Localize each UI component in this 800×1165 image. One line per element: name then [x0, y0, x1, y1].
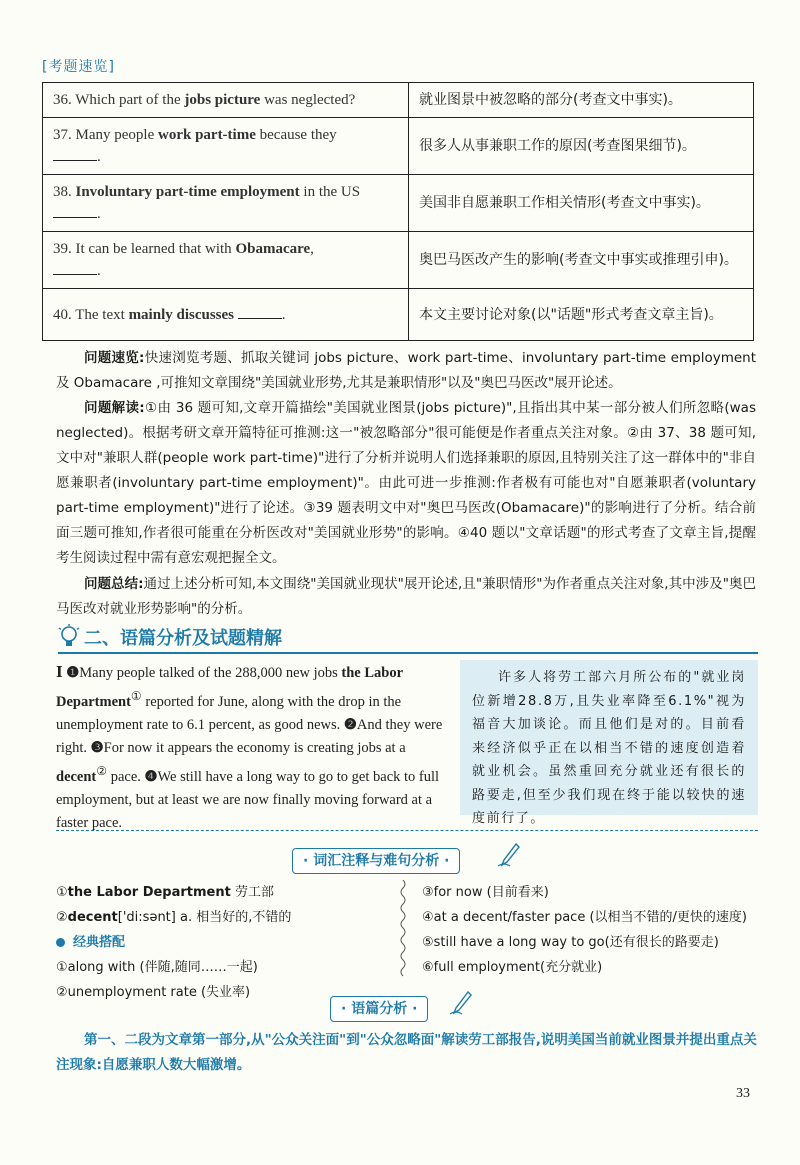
- english-passage: [56, 660, 448, 835]
- summary-text: 通过上述分析可知,本文围绕"美国就业现状"展开论述,且"兼职情形"为作者重点关注对象,其中涉及"奥巴马医改对就业形势影响"的分析。: [56, 576, 756, 617]
- vocab-heading: · 词汇注释与难句分析 ·: [292, 848, 460, 874]
- question-number: 36.: [53, 92, 72, 108]
- question-text: .: [97, 149, 101, 165]
- vocab-term: decent: [56, 768, 97, 785]
- question-cell: [43, 175, 409, 232]
- analysis-cell: [409, 289, 754, 341]
- vocab-text: ['di:sənt] a. 相当好的,不错的: [117, 910, 292, 925]
- sentence-text: We still have a long way to go to get back to full employment, but at least we are now finally moving forward at a faster pace.: [56, 768, 440, 831]
- question-text: .: [97, 206, 101, 222]
- speed-read-paragraph: [56, 346, 756, 396]
- question-text: The text: [75, 306, 129, 323]
- question-row: [43, 289, 754, 341]
- question-text: because they: [255, 127, 337, 143]
- question-row: [43, 232, 754, 289]
- paragraph-roman-numeral: I: [56, 662, 63, 681]
- collocation-entry: ②unemployment rate (失业率): [56, 985, 251, 1000]
- question-cell: [43, 289, 409, 341]
- sentence-number: ❶: [66, 665, 80, 681]
- answer-blank: [53, 205, 97, 218]
- question-text: Many people: [75, 127, 158, 143]
- question-keyword: jobs picture: [184, 92, 261, 108]
- collocation-entry: ⑥full employment(充分就业): [422, 960, 603, 975]
- discourse-analysis-text: 第一、二段为文章第一部分,从"公众关注面"到"公众忽略面"解读劳工部报告,说明美国当前就业图景并提出重点关注现象:自愿兼职人数大幅激增。: [56, 1032, 757, 1073]
- question-cell: [43, 232, 409, 289]
- vocab-num: ①: [56, 885, 68, 900]
- question-cell: [43, 83, 409, 118]
- sentence-text: pace.: [107, 768, 141, 785]
- collocation-title: 经典搭配: [73, 935, 126, 950]
- pen-icon: [448, 990, 472, 1016]
- section-tag: [考题速览]: [42, 59, 115, 75]
- vocab-term: the Labor Department: [56, 665, 403, 710]
- summary-paragraph: [56, 572, 756, 622]
- vocab-text: 劳工部: [230, 885, 274, 900]
- question-text: .: [97, 263, 101, 279]
- section-title: 二、语篇分析及试题精解: [84, 628, 282, 649]
- vocab-entry: [56, 880, 386, 905]
- analysis-cell: [409, 175, 754, 232]
- speed-read-text: 快速浏览考题、抓取关键词 jobs picture、work part-time、involuntary part-time employment 及 Obamacare ,可推知文章围绕"美国就业形势,尤其是兼职情形"以及"奥巴马医改"展开论述。: [56, 350, 756, 391]
- question-text: Which part of the: [75, 92, 185, 108]
- collocation-heading: [56, 930, 386, 955]
- vocab-notes-right: [422, 880, 762, 980]
- collocation-entry: ③for now (目前看来): [422, 885, 549, 900]
- footnote-marker: ①: [130, 689, 142, 703]
- question-keyword: work part-time: [157, 127, 256, 143]
- analysis-cell: [409, 118, 754, 175]
- question-keyword: Obamacare: [235, 241, 311, 257]
- sentence-number: ❷: [343, 716, 357, 733]
- question-analysis: 就业图景中被忽略的部分(考查文中事实)。: [419, 92, 682, 108]
- interpretation-text: ①由 36 题可知,文章开篇描绘"美国就业图景(jobs picture)",且指出其中某一部分被人们所忽略(was neglected)。根据考研文章开篇特征可推测:这一"被忽略部分"很可能便是作者重点关注对象。②由 37、38 题可知,文中对"兼职人群(people work part-time)"进行了分析并说明人们选择兼职的原因,且特别关注了这一群体中的"非自愿兼职者(involuntary part-time employment)"。由此可进一步推测:作者极有可能也对"自愿兼职者(voluntary part-time employment)"进行了论述。③39 题表明文中对"奥巴马医改(Obamacare)"的影响进行了分析。结合前面三题可推知,作者很可能重在分析医改对"美国就业形势"的影响。④40 题以"文章话题"的形式考查了文章主旨,提醒考生阅读过程中需有意宏观把握全文。: [56, 400, 756, 566]
- collocation-entry: ⑤still have a long way to go(还有很长的路要走): [422, 935, 719, 950]
- analysis-cell: [409, 232, 754, 289]
- vocab-notes-left: [56, 880, 386, 1005]
- wavy-divider: [398, 880, 408, 978]
- question-number: 40.: [53, 306, 72, 323]
- interpretation-lead: 问题解读:: [84, 400, 145, 416]
- question-analysis: 奥巴马医改产生的影响(考查文中事实或推理引申)。: [419, 252, 738, 268]
- question-text: in the US: [299, 184, 361, 200]
- question-text: .: [281, 306, 286, 323]
- question-analysis: 美国非自愿兼职工作相关情形(考查文中事实)。: [419, 195, 710, 211]
- sentence-number: ❹: [144, 768, 158, 785]
- lightbulb-icon: [58, 624, 80, 650]
- question-text: was neglected?: [260, 92, 356, 108]
- pen-icon: [496, 842, 520, 868]
- sentence-text: And they were right.: [56, 716, 443, 756]
- speed-read-lead: 问题速览:: [84, 350, 145, 366]
- vocab-bold: decent: [67, 910, 118, 925]
- footnote-marker: ②: [96, 763, 108, 778]
- question-row: [43, 175, 754, 232]
- question-row: [43, 83, 754, 118]
- translation-box: 许多人将劳工部六月所公布的"就业岗位新增28.8万,且失业率降至6.1%"视为福音大加谈论。而且他们是对的。目前看来经济似乎正在以相当不错的速度创造着就业机会。虽然重回充分就业还有很长的路要走,但至少我们现在终于能以较快的速度前行了。: [460, 660, 758, 815]
- question-number: 38.: [53, 184, 72, 200]
- answer-blank: [238, 306, 282, 319]
- vocab-num: ②: [56, 910, 68, 925]
- divider: [56, 830, 758, 831]
- collocation-entry: ①along with (伴随,随同……一起): [56, 960, 258, 975]
- question-text: ,: [310, 241, 314, 257]
- question-row: [43, 118, 754, 175]
- sentence-number: ❸: [90, 739, 104, 756]
- answer-blank: [53, 262, 97, 275]
- bullet-icon: [56, 938, 65, 947]
- answer-blank: [53, 148, 97, 161]
- question-number: 39.: [53, 241, 72, 257]
- question-cell: [43, 118, 409, 175]
- summary-lead: 问题总结:: [84, 576, 144, 592]
- question-table: [42, 82, 754, 341]
- vocab-bold: the Labor Department: [67, 885, 231, 900]
- question-number: 37.: [53, 127, 72, 143]
- sentence-text: reported for June, along with the drop in the unemployment rate to 6.1 percent, as good news.: [56, 693, 402, 733]
- collocation-entry: ④at a decent/faster pace (以相当不错的/更快的速度): [422, 910, 747, 925]
- interpretation-paragraph: [56, 396, 756, 571]
- question-keyword: Involuntary part-time employment: [75, 184, 300, 200]
- discourse-heading: · 语篇分析 ·: [330, 996, 428, 1022]
- page-number: 33: [736, 1086, 750, 1101]
- analysis-cell: [409, 83, 754, 118]
- section-header: [58, 622, 758, 654]
- question-analysis: 本文主要讨论对象(以"话题"形式考查文章主旨)。: [419, 306, 723, 323]
- question-text: It can be learned that with: [75, 241, 236, 257]
- vocab-entry: [56, 905, 386, 930]
- sentence-text: Many people talked of the 288,000 new jobs: [79, 665, 342, 681]
- sentence-text: For now it appears the economy is creating jobs at a: [103, 739, 406, 756]
- question-analysis: 很多人从事兼职工作的原因(考查图果细节)。: [419, 138, 696, 154]
- question-keyword: mainly discusses: [128, 306, 235, 323]
